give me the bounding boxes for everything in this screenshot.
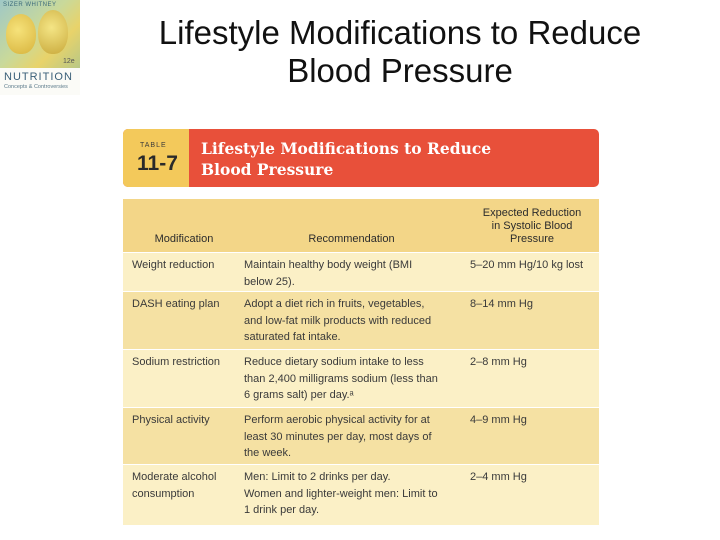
cover-edition: 12e (63, 58, 75, 65)
cell-text-line: Men: Limit to 2 drinks per day. (244, 471, 391, 483)
cell-text-line: Weight reduction (132, 259, 215, 271)
cell-text-line: below 25). (244, 275, 295, 288)
cell-text-line: and low-fat milk products with reduced (244, 314, 432, 327)
cell-text-line: saturated fat intake. (244, 331, 341, 343)
cell-text-line: 8–14 mm Hg (470, 298, 533, 310)
cell-text-line: DASH eating plan (132, 298, 220, 310)
table-caption-line: Lifestyle Modifications to Reduce (201, 139, 492, 158)
cell-reduction (470, 257, 595, 274)
slide-title (100, 14, 700, 90)
modifications-table (123, 199, 599, 525)
cell-recommendation (244, 296, 459, 346)
header-line: Pressure (509, 233, 555, 245)
table-header-banner (123, 129, 599, 187)
cell-text-line: 6 grams salt) per day.ᵃ (244, 389, 354, 401)
cell-text-line: Perform aerobic physical activity for at (244, 414, 430, 426)
cell-reduction (470, 354, 595, 371)
table-row (123, 407, 599, 465)
cover-subtitle: Concepts & Controversies (4, 84, 68, 90)
pear-illustration (6, 14, 36, 54)
table-caption (201, 138, 591, 180)
header-line: Expected Reduction (482, 207, 582, 219)
header-line: in Systolic Blood (491, 220, 573, 232)
cell-text-line: Reduce dietary sodium intake to less (244, 356, 424, 368)
header-recommendation: Recommendation (308, 233, 395, 245)
cell-text-line: Sodium restriction (132, 356, 221, 368)
cell-text-line: Women and lighter-weight men: Limit to (244, 487, 438, 500)
cell-reduction (470, 469, 595, 486)
cell-text-line: than 2,400 milligrams sodium (less than (244, 372, 438, 385)
slide-title-line: Lifestyle Modifications to Reduce (158, 14, 642, 51)
cell-modification (132, 412, 240, 429)
table-tag-number: 11-7 (137, 152, 178, 175)
table-row (123, 464, 599, 526)
cell-text-line: Physical activity (132, 414, 210, 426)
table-row (123, 291, 599, 350)
cell-text-line: the week. (244, 447, 292, 459)
cell-text-line: Maintain healthy body weight (BMI (244, 259, 413, 271)
cell-reduction (470, 296, 595, 313)
table-row (123, 349, 599, 408)
cell-text-line: 5–20 mm Hg/10 kg lost (470, 259, 584, 271)
cell-modification (132, 469, 240, 502)
table-head (123, 199, 599, 252)
cell-text-line: consumption (132, 487, 195, 500)
cell-text-line: Adopt a diet rich in fruits, vegetables, (244, 298, 425, 310)
cell-reduction (470, 412, 595, 429)
header-expected-reduction (468, 207, 596, 246)
cell-recommendation (244, 412, 459, 462)
cell-modification (132, 296, 240, 313)
cell-modification (132, 257, 240, 274)
cell-text-line: 4–9 mm Hg (470, 414, 527, 426)
cell-recommendation (244, 354, 459, 404)
slide-title-line: Blood Pressure (287, 52, 513, 89)
cell-recommendation (244, 469, 459, 519)
table-caption-line: Blood Pressure (201, 160, 334, 179)
book-cover-thumbnail (0, 0, 80, 95)
cell-text-line: least 30 minutes per day, most days of (244, 430, 432, 443)
cell-text-line: 2–4 mm Hg (470, 471, 527, 483)
cell-text-line: 2–8 mm Hg (470, 356, 527, 368)
table-row (123, 252, 599, 292)
cell-text-line: 1 drink per day. (244, 504, 320, 516)
table-tag-word: TABLE (140, 142, 167, 149)
table-number-tag (123, 129, 189, 187)
header-modification: Modification (154, 233, 214, 245)
cover-authors: SIZER WHITNEY (3, 2, 57, 8)
cell-recommendation (244, 257, 459, 290)
pear-illustration (38, 10, 68, 54)
cell-text-line: Moderate alcohol (132, 471, 217, 483)
cover-brand: NUTRITION (4, 71, 73, 83)
cell-modification (132, 354, 240, 371)
